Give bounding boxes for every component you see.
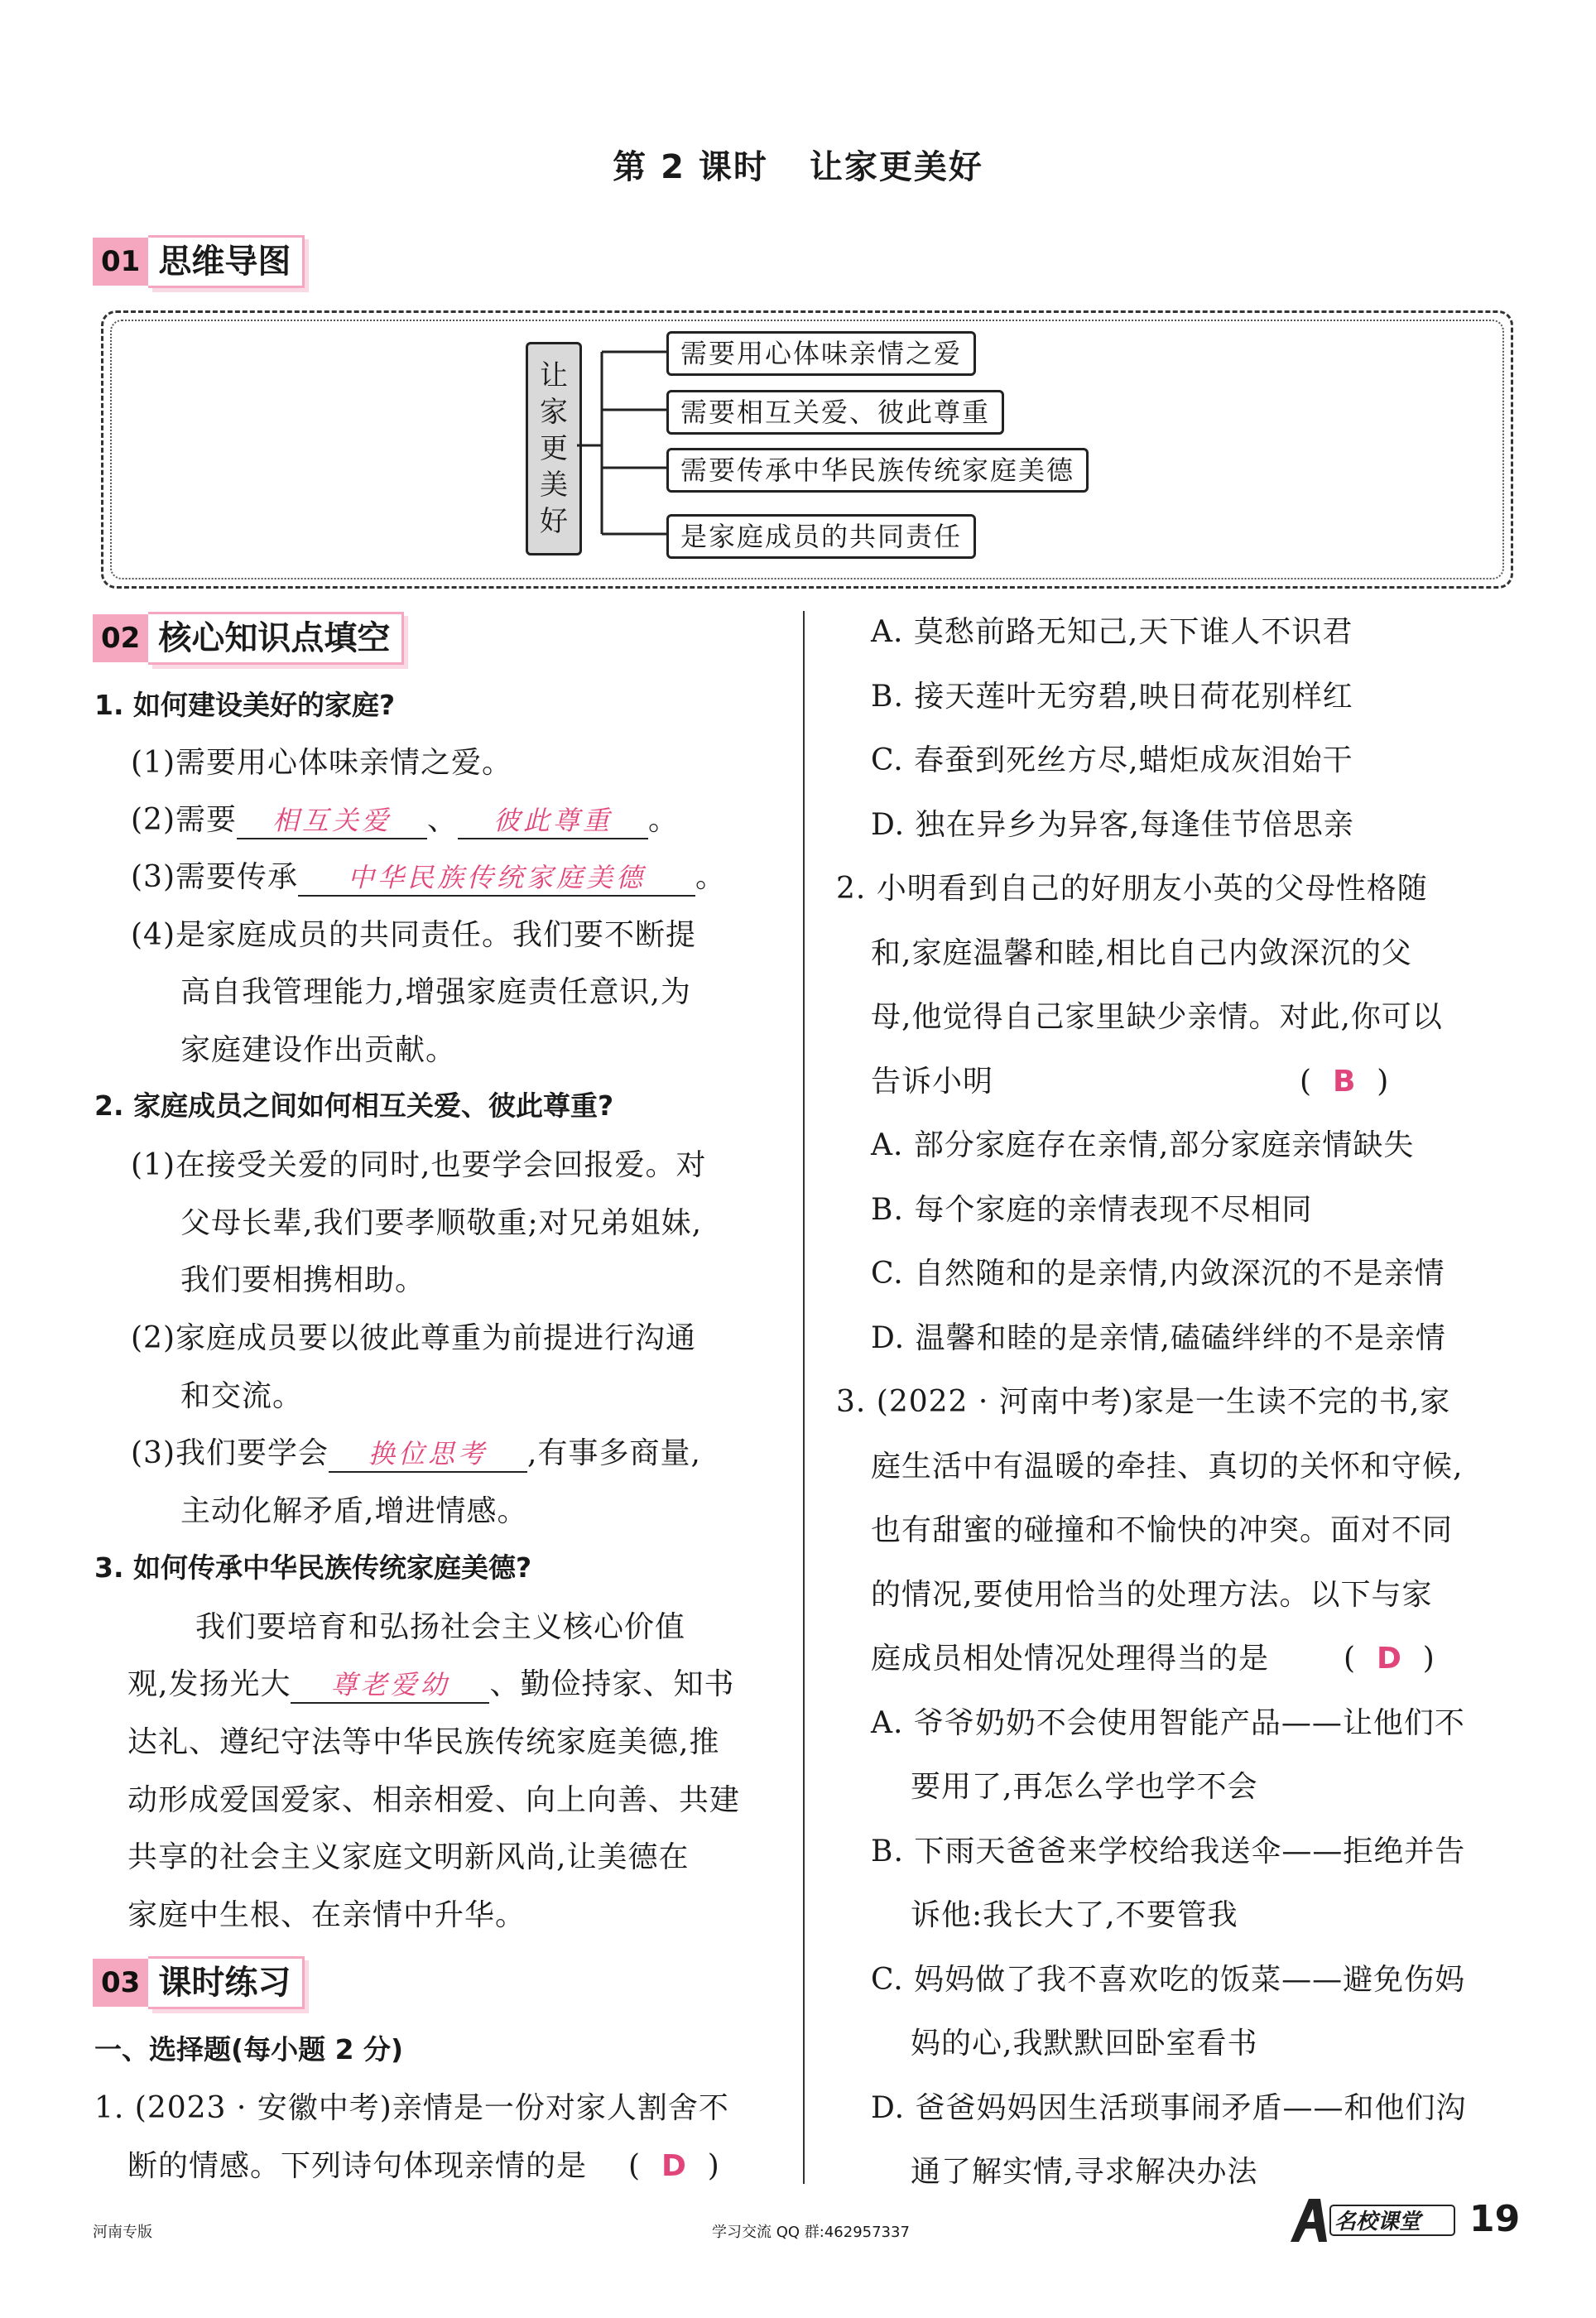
option: C. 自然随和的是亲情,内敛深沉的不是亲情 (871, 1257, 1445, 1291)
question-line: 3. (2022 · 河南中考)家是一生读不完的书,家 (836, 1385, 1451, 1419)
question-line: 庭成员相处情况处理得当的是 ( D ) (871, 1642, 1435, 1676)
section-label: 课时练习 (148, 1956, 305, 2009)
text-line: (2)家庭成员要以彼此尊重为前提进行沟通 (131, 1321, 696, 1355)
option: A. 爷爷奶奶不会使用智能产品——让他们不 (871, 1706, 1465, 1740)
question-heading: 3. 如何传承中华民族传统家庭美德? (94, 1551, 532, 1584)
question-line: 和,家庭温馨和睦,相比自己内敛深沉的父 (871, 936, 1412, 970)
question-heading: 1. 如何建设美好的家庭? (94, 689, 396, 721)
mindmap-center-char: 好 (540, 505, 568, 538)
text: (2)需要 (131, 803, 237, 837)
answer: B (1332, 1065, 1357, 1099)
text-line: 家庭建设作出贡献。 (180, 1033, 457, 1067)
section-header-core-knowledge (93, 614, 404, 662)
footer-qq-group: 学习交流 QQ 群:462957337 (712, 2224, 910, 2241)
text: 。 (648, 803, 680, 837)
section-header-practice (93, 1959, 305, 2007)
option: B. 每个家庭的亲情表现不尽相同 (871, 1193, 1313, 1227)
text-line: 和交流。 (180, 1379, 304, 1413)
section-number: 01 (93, 238, 148, 286)
option: C. 春蚕到死丝方尽,蜡炬成灰泪始干 (871, 743, 1353, 777)
text: 观,发扬光大 (127, 1667, 291, 1701)
text: ,有事多商量, (527, 1436, 701, 1470)
option: D. 爸爸妈妈因生活琐事闹矛盾——和他们沟 (871, 2091, 1467, 2125)
text-line: (4)是家庭成员的共同责任。我们要不断提 (131, 918, 696, 952)
mindmap-center-char: 家 (540, 396, 568, 429)
column-divider (803, 611, 805, 2184)
mindmap-branch: 需要传承中华民族传统家庭美德 (666, 448, 1089, 493)
text-line: 动形成爱国爱家、相亲相爱、向上向善、共建 (127, 1783, 741, 1817)
section-header-mindmap (93, 238, 305, 286)
lesson-number: 第 2 课时 (613, 148, 768, 186)
text: 庭成员相处情况处理得当的是 (871, 1642, 1270, 1676)
section-label: 思维导图 (148, 235, 305, 288)
lesson-name: 让家更美好 (809, 148, 983, 186)
mindmap-connectors (577, 331, 668, 555)
text-line: 高自我管理能力,增强家庭责任意识,为 (180, 975, 691, 1009)
option: B. 接天莲叶无穷碧,映日荷花别样红 (871, 680, 1353, 714)
mindmap-branch: 需要用心体味亲情之爱 (666, 331, 976, 376)
mindmap-center-char: 让 (540, 359, 568, 392)
text-line: 家庭中生根、在亲情中升华。 (127, 1898, 526, 1932)
footer-edition: 河南专版 (93, 2224, 152, 2241)
blank-answer: 尊老爱幼 (291, 1664, 489, 1704)
option: D. 独在异乡为异客,每逢佳节倍思亲 (871, 808, 1354, 842)
option: 通了解实情,寻求解决办法 (911, 2155, 1258, 2189)
option: A. 部分家庭存在亲情,部分家庭亲情缺失 (871, 1128, 1415, 1162)
question-line: 断的情感。下列诗句体现亲情的是 ( D ) (127, 2149, 720, 2183)
lesson-title (0, 141, 1596, 188)
fill-line (131, 1430, 701, 1473)
blank-answer: 中华民族传统家庭美德 (298, 857, 695, 897)
section-number: 02 (93, 614, 148, 662)
page-number: 19 (1469, 2198, 1521, 2240)
answer: D (1376, 1642, 1402, 1676)
text: (3)我们要学会 (131, 1436, 329, 1470)
option: 要用了,再怎么学也学不会 (911, 1770, 1258, 1804)
text-line: 我们要相携相助。 (180, 1263, 426, 1297)
fill-line (127, 1661, 734, 1704)
mindmap-center-char: 美 (540, 469, 568, 502)
text: 。 (695, 860, 727, 894)
question-line: 的情况,要使用恰当的处理方法。以下与家 (871, 1578, 1433, 1612)
mindmap-branch: 需要相互关爱、彼此尊重 (666, 390, 1004, 435)
fill-line (131, 854, 726, 897)
fill-line (131, 796, 679, 839)
question-line: 庭生活中有温暖的牵挂、真切的关怀和守候, (871, 1450, 1464, 1484)
question-line: 母,他觉得自己家里缺少亲情。对此,你可以 (871, 1000, 1443, 1034)
answer: D (661, 2149, 687, 2183)
text-line: 父母长辈,我们要孝顺敬重;对兄弟姐妹, (180, 1206, 703, 1240)
option: C. 妈妈做了我不喜欢吃的饭菜——避免伤妈 (871, 1963, 1466, 1997)
section-number: 03 (93, 1959, 148, 2007)
section-label: 核心知识点填空 (148, 612, 404, 665)
question-line: 告诉小明 ( B ) (871, 1065, 1390, 1099)
option: A. 莫愁前路无知己,天下谁人不识君 (871, 615, 1353, 649)
question-line: 2. 小明看到自己的好朋友小英的父母性格随 (836, 872, 1428, 906)
text: 、 (427, 803, 459, 837)
text-line: 主动化解矛盾,增进情感。 (180, 1494, 528, 1528)
question-line: 1. (2023 · 安徽中考)亲情是一份对家人割舍不 (94, 2091, 729, 2125)
brand-logo-text: 名校课堂 (1334, 2210, 1421, 2234)
question-line: 也有甜蜜的碰撞和不愉快的冲突。面对不同 (871, 1513, 1454, 1547)
exercise-heading: 一、选择题(每小题 2 分) (94, 2033, 404, 2066)
question-heading: 2. 家庭成员之间如何相互关爱、彼此尊重? (94, 1089, 614, 1122)
blank-answer: 相互关爱 (237, 800, 427, 839)
text-line: 共享的社会主义家庭文明新风尚,让美德在 (127, 1840, 690, 1874)
blank-answer: 换位思考 (329, 1433, 527, 1473)
option: D. 温馨和睦的是亲情,磕磕绊绊的不是亲情 (871, 1321, 1446, 1355)
option: 诉他:我长大了,不要管我 (911, 1898, 1238, 1932)
text: (3)需要传承 (131, 860, 298, 894)
mindmap-branch: 是家庭成员的共同责任 (666, 514, 976, 559)
option: B. 下雨天爸爸来学校给我送伞——拒绝并告 (871, 1835, 1466, 1868)
text: 、勤俭持家、知书 (489, 1667, 735, 1701)
text: 断的情感。下列诗句体现亲情的是 (127, 2149, 588, 2183)
text-line: (1)在接受关爱的同时,也要学会回报爱。对 (131, 1148, 707, 1182)
text-line: 达礼、遵纪守法等中华民族传统家庭美德,推 (127, 1725, 720, 1759)
text-line: 我们要培育和弘扬社会主义核心价值 (195, 1610, 686, 1644)
text: 告诉小明 (871, 1065, 994, 1099)
mindmap-center-char: 更 (540, 432, 568, 465)
mindmap-center-scroll (526, 342, 582, 555)
text-line: (1)需要用心体味亲情之爱。 (131, 746, 512, 780)
option: 妈的心,我默默回卧室看书 (911, 2027, 1258, 2061)
blank-answer: 彼此尊重 (458, 800, 648, 839)
